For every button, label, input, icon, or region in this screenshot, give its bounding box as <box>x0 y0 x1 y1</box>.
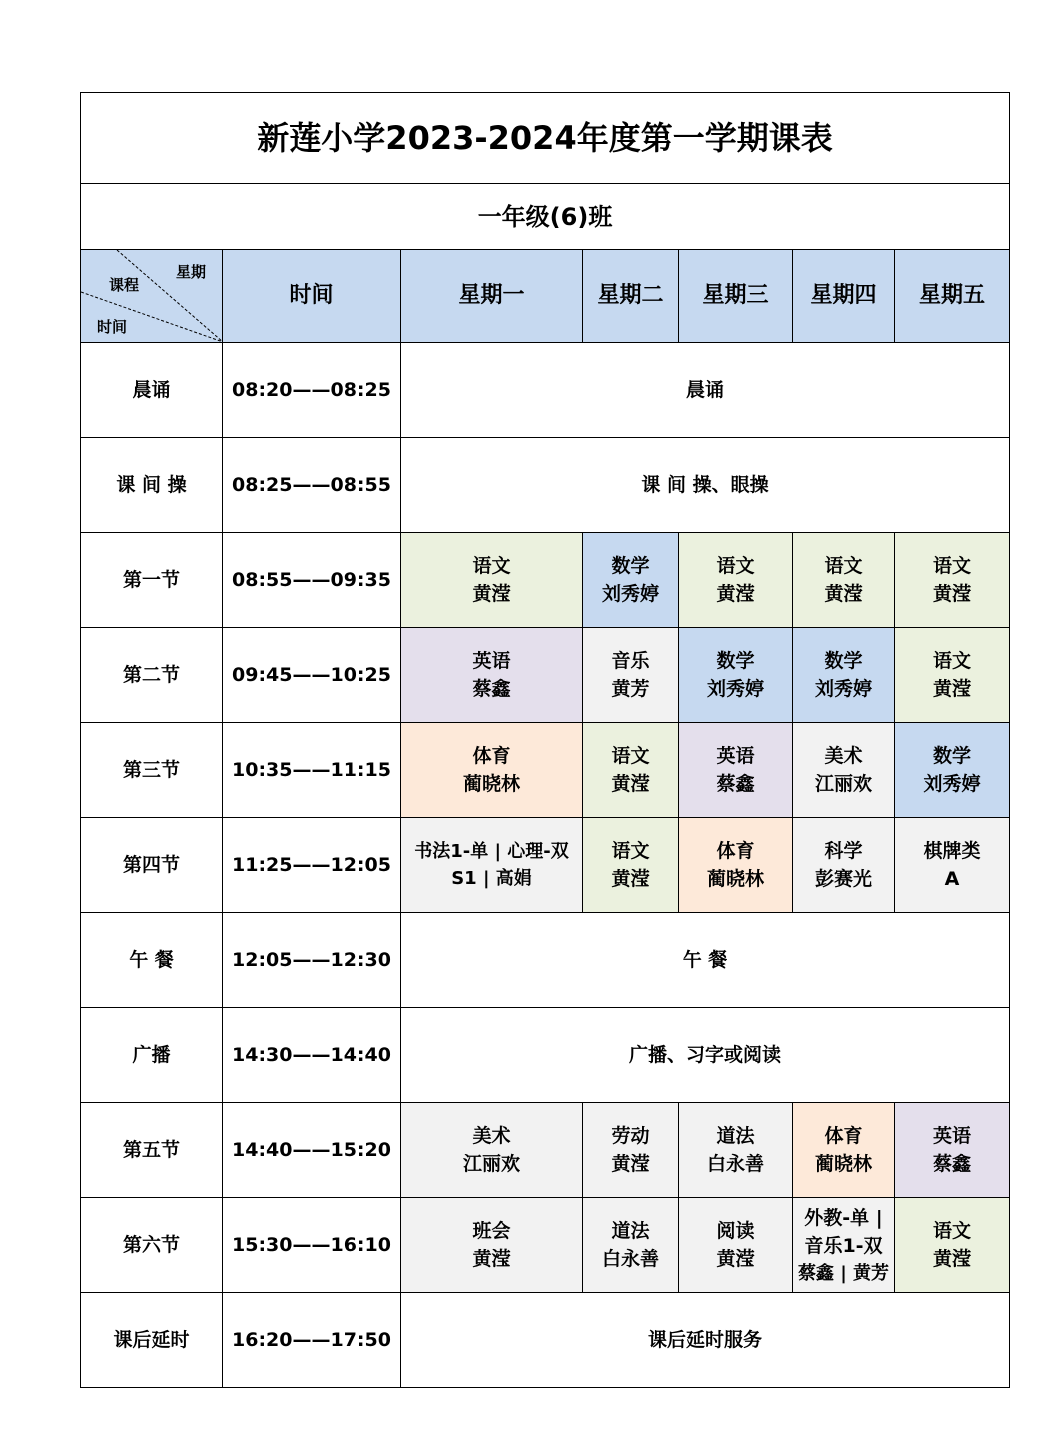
period-time: 14:40——15:20 <box>223 1103 401 1198</box>
period-name: 晨诵 <box>81 343 223 438</box>
course-teacher: 黄滢 <box>611 1153 650 1175</box>
schedule-row <box>81 628 1010 723</box>
merged-activity-cell: 午 餐 <box>401 913 1010 1008</box>
course-subject: 数学 <box>933 745 972 767</box>
period-name: 第六节 <box>81 1198 223 1293</box>
course-subject: 美术 <box>824 745 863 767</box>
course-subject: 语文 <box>933 1220 972 1242</box>
course-subject: 体育 <box>824 1125 863 1147</box>
course-cell <box>895 1103 1010 1198</box>
course-teacher: 刘秀婷 <box>706 678 764 700</box>
course-teacher: 蔺晓林 <box>462 773 520 795</box>
course-cell <box>895 723 1010 818</box>
course-teacher: 黄滢 <box>824 583 863 605</box>
merged-activity-cell: 晨诵 <box>401 343 1010 438</box>
time-column-header: 时间 <box>223 250 401 343</box>
course-subject: 语文 <box>716 555 755 577</box>
course-cell <box>401 723 583 818</box>
course-subject: 体育 <box>472 745 511 767</box>
course-subject: 英语 <box>933 1125 972 1147</box>
day-header-3: 星期三 <box>679 250 793 343</box>
merged-activity-cell: 广播、习字或阅读 <box>401 1008 1010 1103</box>
course-teacher: 江丽欢 <box>814 773 872 795</box>
course-teacher: 黄滢 <box>716 1248 755 1270</box>
course-teacher: 刘秀婷 <box>601 583 659 605</box>
corner-header <box>81 250 223 343</box>
course-teacher: 黄滢 <box>933 1248 972 1270</box>
course-subject: 数学 <box>611 555 650 577</box>
day-header-2: 星期二 <box>583 250 679 343</box>
period-time: 15:30——16:10 <box>223 1198 401 1293</box>
course-teacher: 江丽欢 <box>462 1153 520 1175</box>
day-header-4: 星期四 <box>793 250 895 343</box>
course-subject: 道法 <box>611 1220 650 1242</box>
period-name: 午 餐 <box>81 913 223 1008</box>
merged-activity-cell: 课后延时服务 <box>401 1293 1010 1388</box>
schedule-row <box>81 1198 1010 1293</box>
course-teacher: A <box>944 868 960 890</box>
course-cell <box>679 1198 793 1293</box>
page-title: 新莲小学2023-2024年度第一学期课表 <box>81 93 1010 184</box>
corner-course-label: 课程 <box>109 276 140 294</box>
schedule-table <box>80 92 1010 1388</box>
course-teacher: S1 | 高娟 <box>451 868 532 889</box>
course-cell <box>679 628 793 723</box>
period-name: 第三节 <box>81 723 223 818</box>
schedule-row <box>81 533 1010 628</box>
course-teacher: 黄滢 <box>472 583 511 605</box>
period-name: 课后延时 <box>81 1293 223 1388</box>
course-cell <box>583 1103 679 1198</box>
course-subject: 外教-单 | <box>804 1206 883 1229</box>
course-teacher: 黄芳 <box>611 678 650 700</box>
course-cell <box>401 1198 583 1293</box>
course-teacher: 黄滢 <box>472 1248 511 1270</box>
course-cell <box>793 533 895 628</box>
course-teacher: 黄滢 <box>933 678 972 700</box>
course-subject: 语文 <box>824 555 863 577</box>
course-cell <box>583 533 679 628</box>
schedule-row <box>81 723 1010 818</box>
period-time: 10:35——11:15 <box>223 723 401 818</box>
course-cell <box>401 1103 583 1198</box>
course-teacher: 黄滢 <box>716 583 755 605</box>
course-subject: 语文 <box>472 555 511 577</box>
course-subject: 音乐 <box>611 650 650 672</box>
course-teacher: 音乐1-双 <box>804 1234 883 1257</box>
period-name: 第四节 <box>81 818 223 913</box>
period-name: 广播 <box>81 1008 223 1103</box>
period-name: 第二节 <box>81 628 223 723</box>
course-subject: 体育 <box>716 840 755 862</box>
course-teacher: 蔡鑫 <box>716 773 755 795</box>
course-subject: 语文 <box>933 555 972 577</box>
course-subject: 语文 <box>933 650 972 672</box>
course-cell <box>895 1198 1010 1293</box>
course-subject: 班会 <box>472 1220 511 1242</box>
schedule-row <box>81 913 1010 1008</box>
course-subject: 阅读 <box>716 1220 755 1242</box>
merged-activity-cell: 课 间 操、眼操 <box>401 438 1010 533</box>
schedule-row <box>81 818 1010 913</box>
course-cell <box>895 818 1010 913</box>
course-teacher: 蔡鑫 <box>933 1153 972 1175</box>
period-name: 第五节 <box>81 1103 223 1198</box>
course-cell <box>583 1198 679 1293</box>
course-cell <box>793 1198 895 1293</box>
course-subject: 书法1-单 | 心理-双 <box>414 841 569 862</box>
course-teacher: 蔺晓林 <box>814 1153 872 1175</box>
course-teacher: 蔺晓林 <box>706 868 764 890</box>
course-teacher: 蔡鑫 <box>472 678 511 700</box>
course-subject: 语文 <box>611 840 650 862</box>
course-teacher: 刘秀婷 <box>923 773 981 795</box>
course-cell <box>679 818 793 913</box>
course-subject: 道法 <box>716 1125 755 1147</box>
course-cell <box>895 533 1010 628</box>
course-cell <box>895 628 1010 723</box>
period-time: 14:30——14:40 <box>223 1008 401 1103</box>
course-subject: 棋牌类 <box>923 840 981 862</box>
corner-time-label: 时间 <box>97 318 128 336</box>
corner-weekday-label: 星期 <box>175 263 206 281</box>
course-cell <box>793 818 895 913</box>
schedule-row <box>81 438 1010 533</box>
course-teacher: 蔡鑫 | 黄芳 <box>797 1262 890 1284</box>
course-teacher: 黄滢 <box>933 583 972 605</box>
course-subject: 数学 <box>824 650 863 672</box>
schedule-row <box>81 1103 1010 1198</box>
course-cell <box>679 533 793 628</box>
period-name: 课 间 操 <box>81 438 223 533</box>
course-cell <box>401 818 583 913</box>
day-header-1: 星期一 <box>401 250 583 343</box>
course-teacher: 黄滢 <box>611 868 650 890</box>
course-subject: 劳动 <box>611 1125 650 1147</box>
course-cell <box>793 1103 895 1198</box>
period-time: 08:55——09:35 <box>223 533 401 628</box>
course-subject: 数学 <box>716 650 755 672</box>
course-cell <box>401 533 583 628</box>
course-teacher: 彭赛光 <box>814 868 872 890</box>
period-time: 11:25——12:05 <box>223 818 401 913</box>
class-name: 一年级(6)班 <box>81 184 1010 250</box>
period-time: 12:05——12:30 <box>223 913 401 1008</box>
course-teacher: 刘秀婷 <box>814 678 872 700</box>
course-cell <box>679 723 793 818</box>
schedule-row <box>81 1008 1010 1103</box>
period-name: 第一节 <box>81 533 223 628</box>
course-subject: 英语 <box>716 745 755 767</box>
course-teacher: 白永善 <box>706 1153 764 1175</box>
schedule-row <box>81 1293 1010 1388</box>
schedule-row <box>81 343 1010 438</box>
period-time: 16:20——17:50 <box>223 1293 401 1388</box>
period-time: 08:25——08:55 <box>223 438 401 533</box>
course-cell <box>583 723 679 818</box>
course-cell <box>583 628 679 723</box>
course-teacher: 白永善 <box>601 1248 659 1270</box>
course-subject: 英语 <box>472 650 511 672</box>
period-time: 09:45——10:25 <box>223 628 401 723</box>
course-cell <box>583 818 679 913</box>
course-cell <box>401 628 583 723</box>
course-subject: 科学 <box>824 840 863 862</box>
period-time: 08:20——08:25 <box>223 343 401 438</box>
course-teacher: 黄滢 <box>611 773 650 795</box>
course-subject: 语文 <box>611 745 650 767</box>
course-cell <box>679 1103 793 1198</box>
course-cell <box>793 723 895 818</box>
course-subject: 美术 <box>472 1125 511 1147</box>
course-cell <box>793 628 895 723</box>
day-header-5: 星期五 <box>895 250 1010 343</box>
